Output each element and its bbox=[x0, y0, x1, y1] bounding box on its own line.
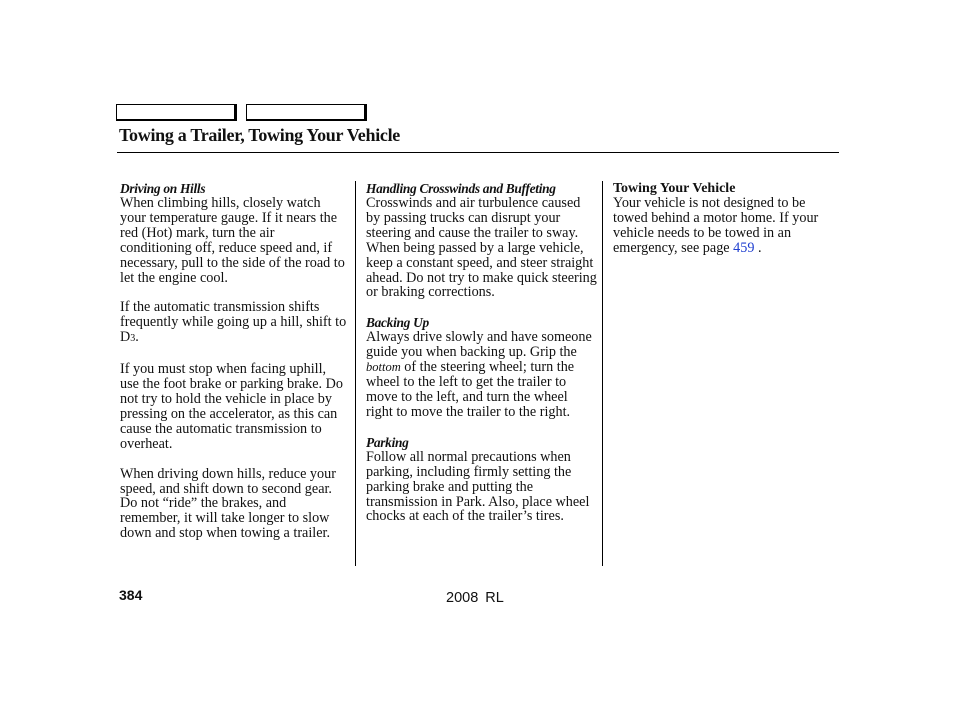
paragraph-automatic-shift bbox=[120, 300, 348, 347]
section-heading-crosswinds: Handling Crosswinds and Buffeting bbox=[366, 181, 556, 196]
title-divider bbox=[117, 152, 839, 153]
section-heading-parking: Parking bbox=[366, 434, 409, 450]
page-title: Towing a Trailer, Towing Your Vehicle bbox=[119, 125, 400, 145]
section-heading-towing-your-vehicle: Towing Your Vehicle bbox=[613, 181, 736, 196]
emphasis-bottom: bottom bbox=[366, 360, 401, 375]
page-number: 384 bbox=[119, 587, 143, 603]
paragraph-automatic-shift-end: . bbox=[135, 329, 139, 346]
column-handling bbox=[366, 181, 598, 524]
paragraph-stop-uphill: If you must stop when facing uphill, use the foot brake or parking brake. Do not try to hold the vehicle in place by pressing on the accelerator, as this can cause the automatic transmission to overheat. bbox=[120, 361, 343, 452]
section-heading-backing-up: Backing Up bbox=[366, 315, 429, 331]
page-459-link[interactable]: 459 bbox=[733, 239, 755, 256]
paragraph-towing-b: . bbox=[757, 239, 762, 256]
column-divider-2 bbox=[602, 181, 603, 566]
paragraph-backing-up-b: of the steering wheel; turn the wheel to the left to get the trailer to move to the left, and turn the wheel right to move the trailer to the right. bbox=[366, 359, 575, 420]
next-section-button[interactable] bbox=[246, 104, 367, 121]
column-towing-vehicle bbox=[613, 181, 837, 256]
paragraph-downhill: When driving down hills, reduce your speed, and shift down to second gear. Do not “ride” the brakes, and remember, it will take longer to slow down and stop when towing a trailer. bbox=[120, 465, 336, 542]
section-heading-driving-on-hills: Driving on Hills bbox=[120, 181, 206, 196]
model-label: 2008 RL bbox=[446, 590, 504, 606]
paragraph-automatic-shift-text: If the automatic transmission shifts frequently while going up a hill, shift to D bbox=[120, 299, 347, 346]
paragraph-backing-up-a: Always drive slowly and have someone guide you when backing up. Grip the bbox=[366, 329, 592, 361]
paragraph-towing-a: Your vehicle is not designed to be towed behind a motor home. If your vehicle needs to be towed in an emergency, see page bbox=[613, 195, 819, 256]
paragraph-towing bbox=[613, 196, 837, 256]
paragraph-climbing: When climbing hills, closely watch your temperature gauge. If it nears the red (Hot) mark, turn the air conditioning off, reduce speed and, if necessary, pull to the side of the road to let the engine cool. bbox=[120, 195, 345, 286]
previous-section-button[interactable] bbox=[116, 104, 237, 121]
paragraph-backing-up bbox=[366, 330, 598, 419]
column-driving-on-hills bbox=[120, 181, 348, 541]
paragraph-parking: Follow all normal precautions when parking, including firmly setting the parking brake and putting the transmission in Park. Also, place wheel chocks at each of the trailer’s tires. bbox=[366, 448, 590, 525]
gear-subscript: 3 bbox=[130, 333, 136, 345]
paragraph-crosswinds: Crosswinds and air turbulence caused by passing trucks can disrupt your steering and cause the trailer to sway. When being passed by a large vehicle, keep a constant speed, and steer straight ahead. Do not try to make quick steering or braking corrections. bbox=[366, 195, 597, 301]
column-divider-1 bbox=[355, 181, 356, 566]
